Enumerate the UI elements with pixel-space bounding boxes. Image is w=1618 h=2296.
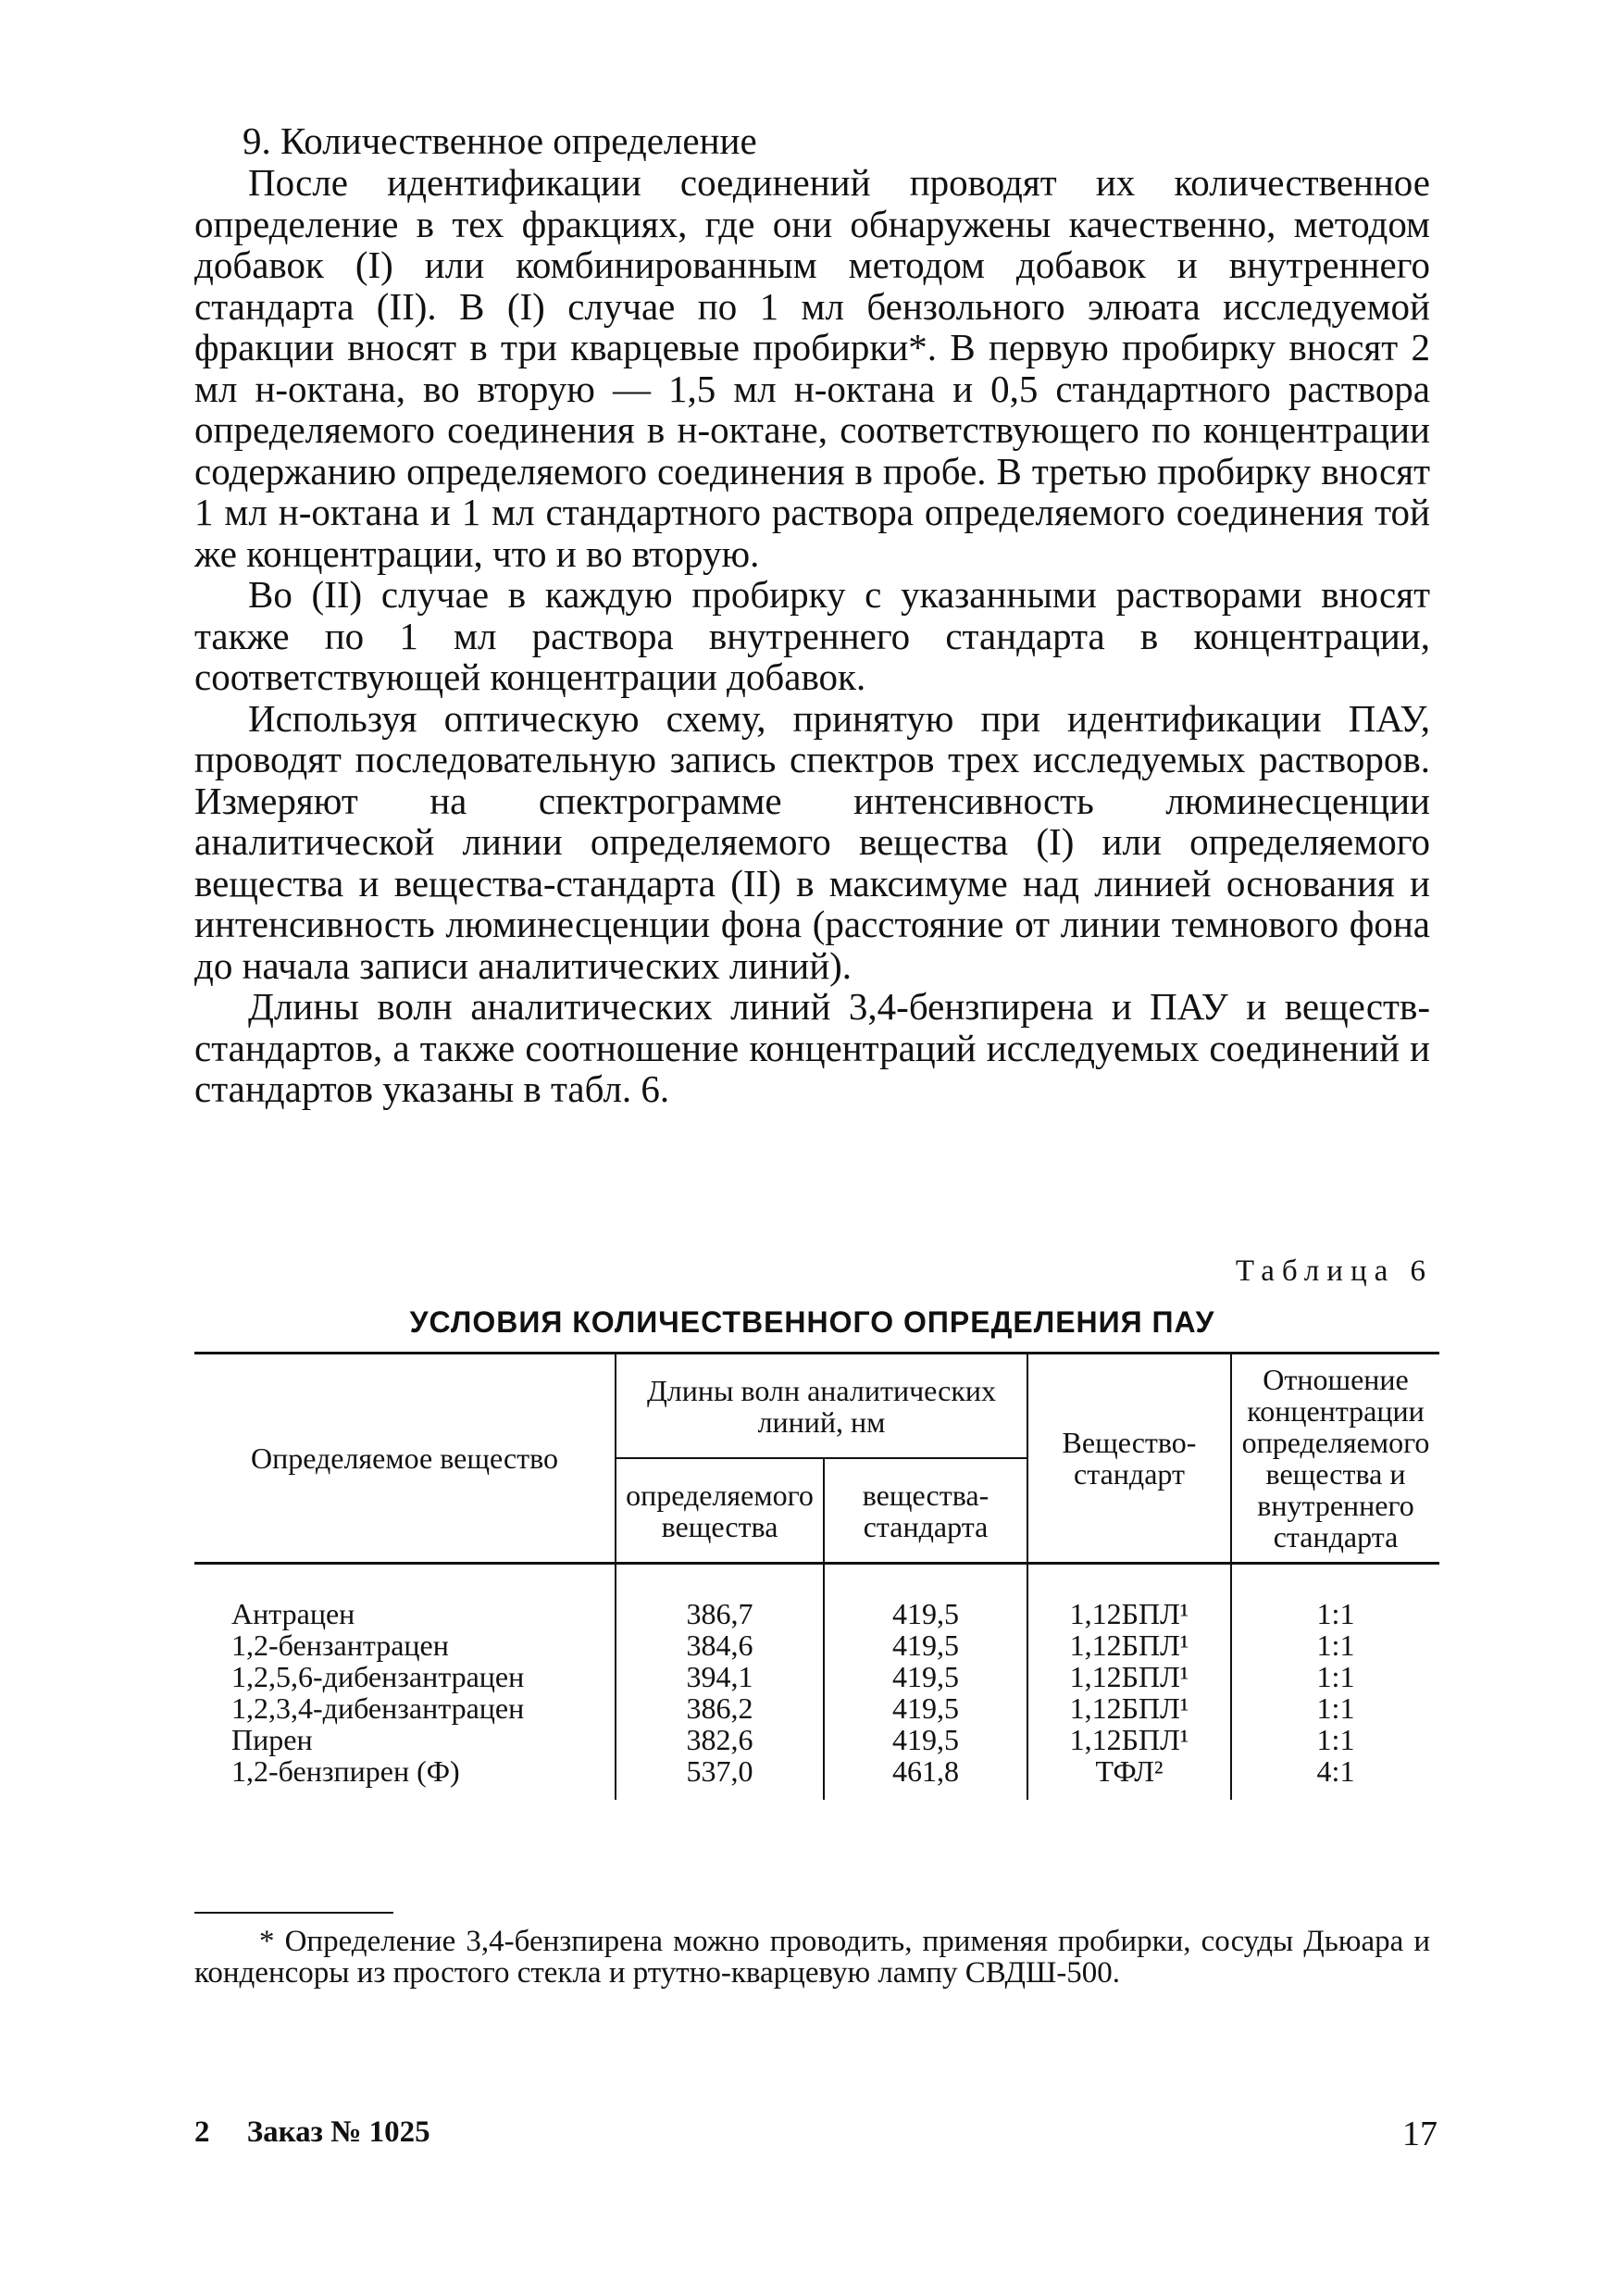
cell-wl-standard: 461,8 [824, 1755, 1027, 1800]
cell-wl-determined: 384,6 [616, 1629, 824, 1661]
paragraph-4: Длины волн аналитических линий 3,4-бензпирена и ПАУ и веществ-стандартов, а также соотношение концентраций исследуемых соединений и стандартов указаны в табл. 6. [194, 985, 1430, 1110]
cell-ratio: 1:1 [1231, 1692, 1439, 1724]
table-row [194, 1629, 1439, 1661]
footnote-divider [194, 1912, 393, 1914]
table-row [194, 1692, 1439, 1724]
header-substance: Определяемое вещество [194, 1354, 616, 1564]
table-row [194, 1564, 1439, 1630]
cell-wl-determined: 382,6 [616, 1724, 824, 1755]
table-row [194, 1724, 1439, 1755]
table-container [194, 1352, 1439, 1800]
section-heading: 9. Количественное определение [243, 119, 757, 162]
cell-wl-standard: 419,5 [824, 1724, 1027, 1755]
cell-standard: 1,12БПЛ¹ [1027, 1692, 1231, 1724]
table-row [194, 1755, 1439, 1800]
footnote: * Определение 3,4-бензпирена можно проводить, применяя пробирки, сосуды Дьюара и конденсоры из простого стекла и ртутно-кварцевую лампу СВДШ-500. [194, 1925, 1430, 1990]
cell-substance: 1,2-бензантрацен [231, 1628, 449, 1662]
table-label: Таблица 6 [1235, 1254, 1433, 1288]
header-wl-standard: вещества-стандарта [824, 1458, 1027, 1564]
paragraph-1: После идентификации соединений проводят их количественное определение в тех фракциях, где они обнаружены качественно, методом добавок (I) или комбинированным методом добавок и внутреннего стандарта (II). В (I) случае по 1 мл бензольного элюата исследуемой фракции вносят в три кварцевые пробирки*. В первую пробирку вносят 2 мл н-октана, во вторую — 1,5 мл н-октана и 0,5 стандартного раствора определяемого соединения в н-октане, соответствующего по концентрации содержанию определяемого соединения в пробе. В третью пробирку вносят 1 мл н-октана и 1 мл стандартного раствора определяемого соединения той же концентрации, что и во вторую. [194, 161, 1430, 575]
cell-wl-standard: 419,5 [824, 1692, 1027, 1724]
data-table [194, 1352, 1439, 1800]
cell-ratio: 1:1 [1231, 1564, 1439, 1630]
cell-standard: 1,12БПЛ¹ [1027, 1629, 1231, 1661]
cell-wl-determined: 386,2 [616, 1692, 824, 1724]
cell-standard: 1,12БПЛ¹ [1027, 1564, 1231, 1630]
cell-wl-determined: 386,7 [616, 1564, 824, 1630]
cell-substance: 1,2,3,4-дибензантрацен [231, 1691, 525, 1725]
header-wavelengths: Длины волн аналитических линий, нм [616, 1354, 1027, 1459]
cell-wl-standard: 419,5 [824, 1564, 1027, 1630]
cell-substance: Пирен [231, 1723, 313, 1756]
cell-wl-determined: 394,1 [616, 1661, 824, 1692]
table-row [194, 1661, 1439, 1692]
header-ratio: Отношение концентрации определяемого вещества и внутреннего стандарта [1231, 1354, 1439, 1564]
cell-ratio: 1:1 [1231, 1724, 1439, 1755]
cell-standard: ТФЛ² [1027, 1755, 1231, 1800]
cell-ratio: 1:1 [1231, 1661, 1439, 1692]
paragraph-3: Используя оптическую схему, принятую при идентификации ПАУ, проводят последовательную запись спектров трех исследуемых растворов. Измеряют на спектрограмме интенсивность люминесценции аналитической линии определяемого вещества (I) или определяемого вещества и вещества-стандарта (II) в максимуме над линией основания и интенсивность люминесценции фона (расстояние от линии темнового фона до начала записи аналитических линий). [194, 696, 1430, 987]
cell-standard: 1,12БПЛ¹ [1027, 1724, 1231, 1755]
cell-substance: 1,2-бензпирен (Ф) [231, 1754, 460, 1788]
cell-wl-determined: 537,0 [616, 1755, 824, 1800]
header-standard: Вещество-стандарт [1027, 1354, 1231, 1564]
cell-wl-standard: 419,5 [824, 1661, 1027, 1692]
table-body [194, 1564, 1439, 1801]
cell-standard: 1,12БПЛ¹ [1027, 1661, 1231, 1692]
cell-ratio: 4:1 [1231, 1755, 1439, 1800]
paragraph-2: Во (II) случае в каждую пробирку с указанными растворами вносят также по 1 мл раствора внутреннего стандарта в концентрации, соответствующей концентрации добавок. [194, 573, 1430, 698]
table-title: УСЛОВИЯ КОЛИЧЕСТВЕННОГО ОПРЕДЕЛЕНИЯ ПАУ [409, 1305, 1215, 1339]
cell-ratio: 1:1 [1231, 1629, 1439, 1661]
table-header-row [194, 1354, 1439, 1459]
page-number: 17 [1402, 2115, 1438, 2153]
order-number: Заказ № 1025 [246, 2115, 430, 2149]
signature-number: 2 [194, 2115, 210, 2149]
printing-info [194, 2115, 430, 2150]
header-wl-determined: определяемого вещества [616, 1458, 824, 1564]
body-text [194, 162, 1430, 1110]
cell-substance: Антрацен [231, 1597, 355, 1630]
cell-wl-standard: 419,5 [824, 1629, 1027, 1661]
cell-substance: 1,2,5,6-дибензантрацен [231, 1660, 525, 1693]
